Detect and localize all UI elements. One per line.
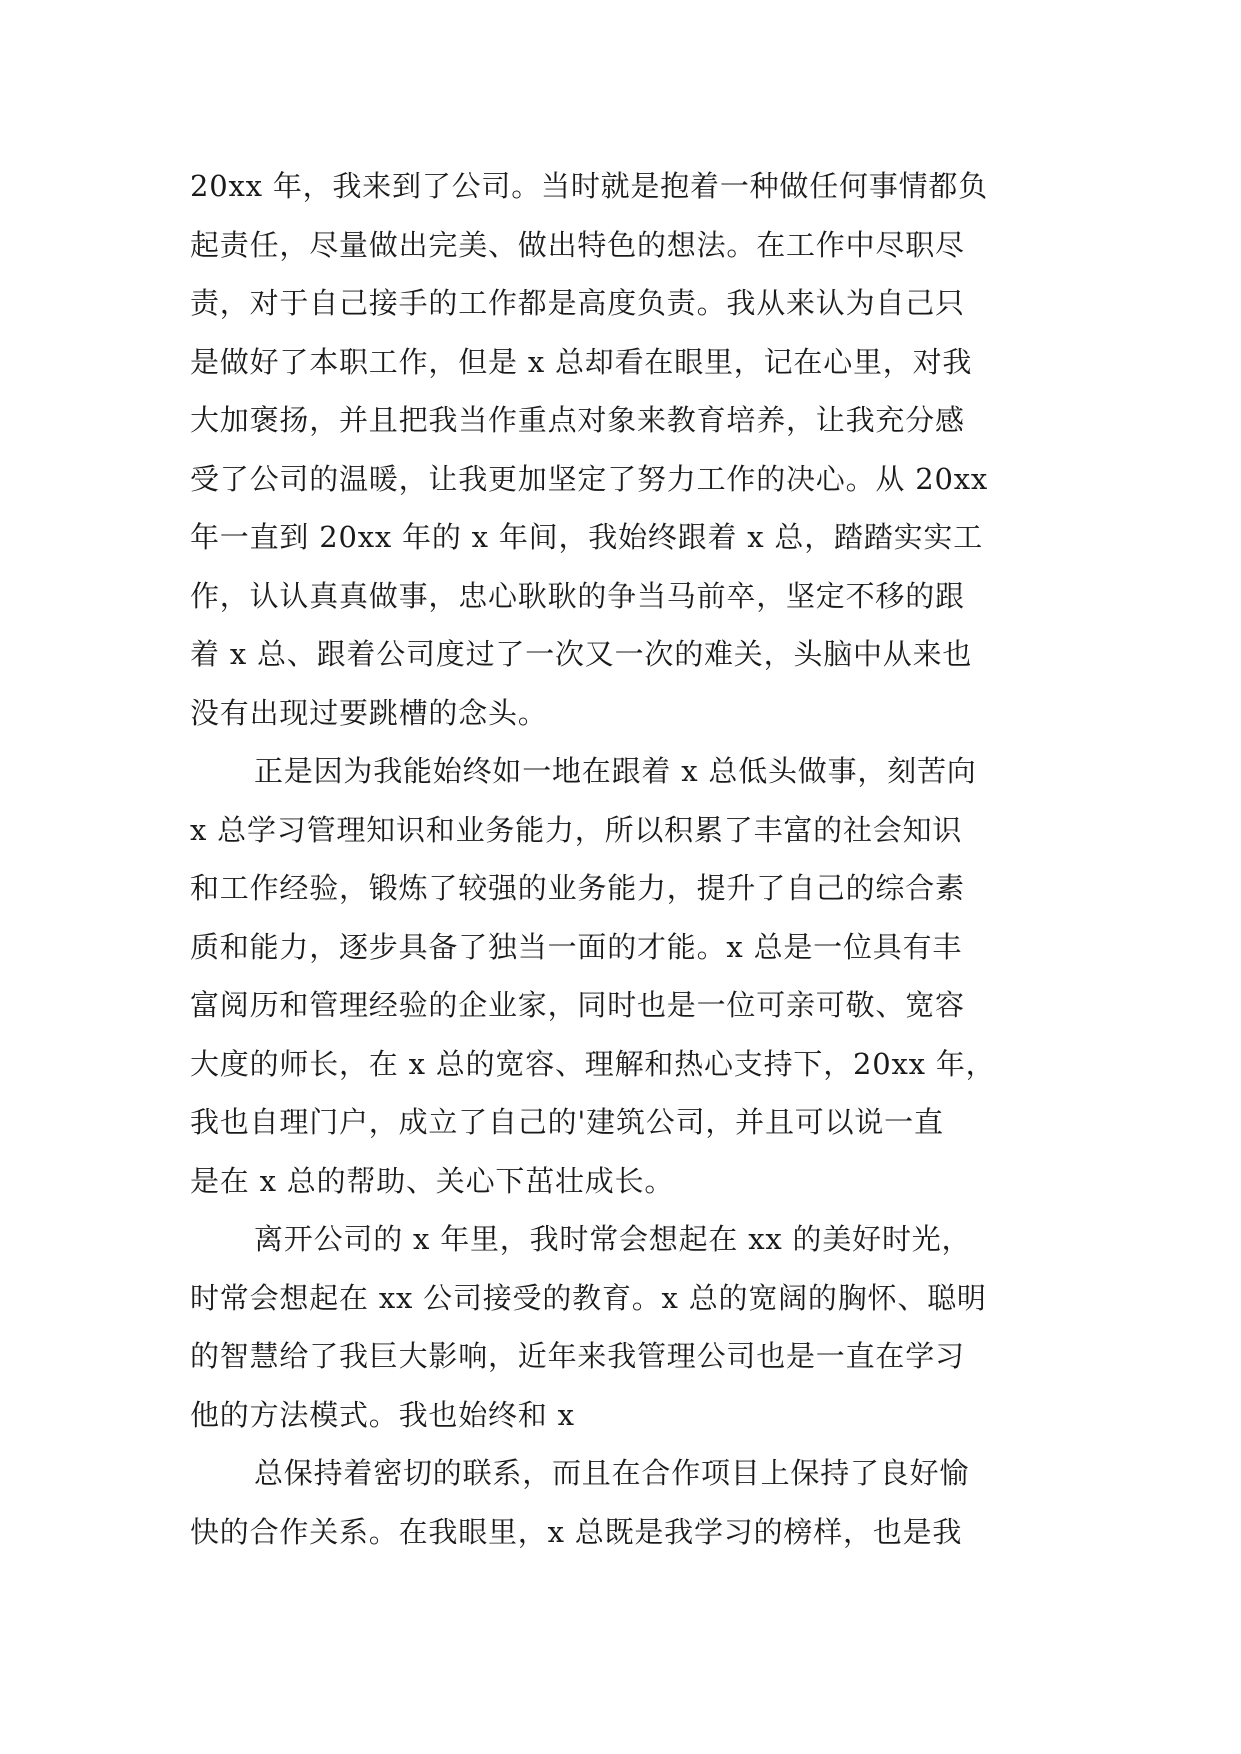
text-line: 是做好了本职工作，但是 x 总却看在眼里，记在心里，对我 bbox=[190, 344, 973, 379]
text-line: 快的合作关系。在我眼里，x 总既是我学习的榜样，也是我 bbox=[190, 1514, 963, 1549]
text-line: 质和能力，逐步具备了独当一面的才能。x 总是一位具有丰 bbox=[190, 929, 963, 964]
text-line: 大加褒扬，并且把我当作重点对象来教育培养，让我充分感 bbox=[190, 403, 965, 437]
text-line: 的智慧给了我巨大影响，近年来我管理公司也是一直在学习 bbox=[190, 1339, 965, 1373]
text-line: 和工作经验，锻炼了较强的业务能力，提升了自己的综合素 bbox=[190, 871, 965, 905]
text-line: 离开公司的 x 年里，我时常会想起在 xx 的美好时光， bbox=[254, 1222, 972, 1256]
text-line: 他的方法模式。我也始终和 x bbox=[190, 1397, 575, 1432]
text-line: 没有出现过要跳槽的念头。 bbox=[190, 695, 548, 730]
text-line: 富阅历和管理经验的企业家，同时也是一位可亲可敬、宽容 bbox=[190, 988, 965, 1022]
text-line: 时常会想起在 xx 公司接受的教育。x 总的宽阔的胸怀、聪明 bbox=[190, 1280, 987, 1315]
text-line: 起责任，尽量做出完美、做出特色的想法。在工作中尽职尽 bbox=[190, 227, 965, 262]
text-line: 总保持着密切的联系，而且在合作项目上保持了良好愉 bbox=[254, 1456, 970, 1490]
text-line: 着 x 总、跟着公司度过了一次又一次的难关，头脑中从来也 bbox=[190, 637, 973, 671]
text-line: 大度的师长，在 x 总的宽容、理解和热心支持下，20xx 年， bbox=[190, 1046, 996, 1081]
text-line: 20xx 年，我来到了公司。当时就是抱着一种做任何事情都负 bbox=[190, 169, 989, 203]
text-line: 年一直到 20xx 年的 x 年间，我始终跟着 x 总，踏踏实实工 bbox=[190, 520, 984, 554]
body-text bbox=[190, 157, 1070, 1561]
text-line: 我也自理门户，成立了自己的'建筑公司，并且可以说一直 bbox=[190, 1105, 944, 1139]
text-line: 责，对于自己接手的工作都是高度负责。我从来认为自己只 bbox=[190, 286, 965, 320]
text-line: 作，认认真真做事，忠心耿耿的争当马前卒，坚定不移的跟 bbox=[190, 578, 965, 613]
text-line: 正是因为我能始终如一地在跟着 x 总低头做事，刻苦向 bbox=[254, 754, 977, 788]
text-line: 受了公司的温暖，让我更加坚定了努力工作的决心。从 20xx bbox=[190, 461, 989, 496]
text-line: 是在 x 总的帮助、关心下茁壮成长。 bbox=[190, 1163, 675, 1198]
text-line: x 总学习管理知识和业务能力，所以积累了丰富的社会知识 bbox=[190, 812, 963, 847]
